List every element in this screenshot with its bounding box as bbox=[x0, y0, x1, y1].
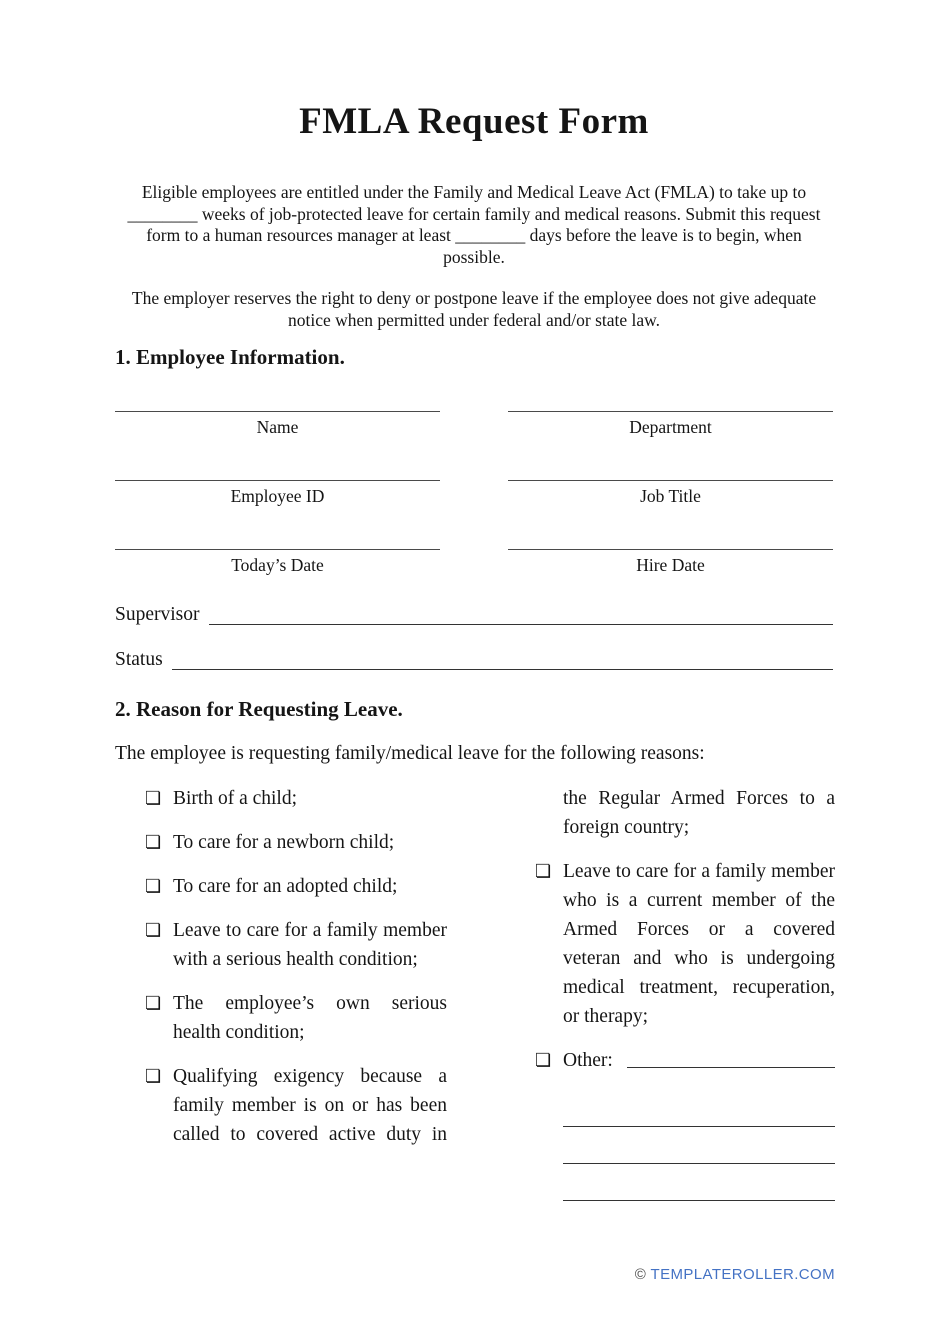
checkbox-icon[interactable]: ❏ bbox=[145, 920, 162, 940]
other-blank-line-3[interactable] bbox=[563, 1164, 835, 1201]
department-label: Department bbox=[629, 417, 712, 437]
checkbox-icon[interactable]: ❏ bbox=[145, 876, 162, 896]
checkbox-label: Birth of a child; bbox=[173, 788, 298, 809]
other-label: Other: bbox=[563, 1050, 613, 1071]
field-job-title bbox=[508, 441, 833, 506]
checkbox-label: Leave to care for a family member who is a current member of the Armed Forces or a covered veteran and who is undergoing medical treatment, recuperation, or therapy; bbox=[563, 861, 835, 1027]
section-2-heading: 2. Reason for Requesting Leave. bbox=[115, 697, 403, 721]
checkbox-label: Qualifying exigency because a family member is on or has been called to covered active duty in bbox=[173, 1066, 447, 1145]
checkbox-icon[interactable]: ❏ bbox=[145, 1066, 162, 1086]
field-employee-id bbox=[115, 441, 440, 506]
hire-date-label: Hire Date bbox=[636, 555, 705, 575]
templateroller-link[interactable]: TEMPLATEROLLER.COM bbox=[650, 1266, 835, 1283]
field-department bbox=[508, 372, 833, 437]
checkbox-item-birth bbox=[145, 784, 447, 813]
checkbox-icon[interactable]: ❏ bbox=[535, 1050, 552, 1070]
checkbox-item-armed-forces-care bbox=[535, 857, 835, 1031]
employee-info-grid bbox=[115, 372, 833, 575]
employee-id-label: Employee ID bbox=[230, 486, 325, 506]
checkbox-label: Leave to care for a family member with a serious health condition; bbox=[173, 920, 447, 970]
field-name bbox=[115, 372, 440, 437]
intro-paragraph-employer-rights: The employer reserves the right to deny or postpone leave if the employee does not give adequate notice when permitted under federal and/or state law. bbox=[131, 288, 817, 330]
job-title-input-line[interactable] bbox=[508, 441, 833, 481]
todays-date-input-line[interactable] bbox=[115, 510, 440, 550]
checkbox-icon[interactable]: ❏ bbox=[145, 832, 162, 852]
supervisor-label: Supervisor bbox=[115, 604, 200, 625]
reasons-columns bbox=[115, 784, 833, 1201]
checkbox-item-newborn bbox=[145, 828, 447, 857]
section-1-heading: 1. Employee Information. bbox=[115, 345, 345, 369]
reasons-column-right bbox=[535, 784, 835, 1201]
supervisor-input-line[interactable] bbox=[209, 603, 834, 625]
qualifying-exigency-continuation: the Regular Armed Forces to a foreign country; bbox=[563, 788, 835, 838]
other-blank-line-2[interactable] bbox=[563, 1127, 835, 1164]
checkbox-label: The employee’s own serious health condition; bbox=[173, 993, 447, 1043]
other-blank-line-1[interactable] bbox=[563, 1090, 835, 1127]
checkbox-icon[interactable]: ❏ bbox=[145, 993, 162, 1013]
department-input-line[interactable] bbox=[508, 372, 833, 412]
field-hire-date bbox=[508, 510, 833, 575]
checkbox-item-adopted bbox=[145, 872, 447, 901]
reasons-column-left bbox=[145, 784, 447, 1201]
name-input-line[interactable] bbox=[115, 372, 440, 412]
status-label: Status bbox=[115, 649, 163, 670]
status-field bbox=[115, 648, 833, 672]
field-todays-date bbox=[115, 510, 440, 575]
todays-date-label: Today’s Date bbox=[231, 555, 324, 575]
employee-id-input-line[interactable] bbox=[115, 441, 440, 481]
intro-paragraph-eligibility: Eligible employees are entitled under the Family and Medical Leave Act (FMLA) to take up to ________ weeks of job-protected leave for certain family and medical reasons. Submit this request form to a human resources manager at least ________ days before the leave is to begin, when possible. bbox=[127, 182, 821, 267]
checkbox-item-other bbox=[535, 1046, 835, 1075]
checkbox-icon[interactable]: ❏ bbox=[535, 861, 552, 881]
name-label: Name bbox=[256, 417, 299, 437]
checkbox-label: To care for a newborn child; bbox=[173, 832, 395, 853]
page-title: FMLA Request Form bbox=[299, 101, 649, 142]
checkbox-item-family-member-health bbox=[145, 916, 447, 974]
hire-date-input-line[interactable] bbox=[508, 510, 833, 550]
checkbox-icon[interactable]: ❏ bbox=[145, 788, 162, 808]
checkbox-label: To care for an adopted child; bbox=[173, 876, 398, 897]
reasons-intro: The employee is requesting family/medical leave for the following reasons: bbox=[115, 743, 705, 764]
job-title-label: Job Title bbox=[640, 486, 701, 506]
other-input-line[interactable] bbox=[627, 1046, 835, 1068]
status-input-line[interactable] bbox=[172, 648, 833, 670]
checkbox-item-qualifying-exigency bbox=[145, 1062, 447, 1149]
checkbox-item-own-health bbox=[145, 989, 447, 1047]
footer bbox=[635, 1266, 835, 1283]
supervisor-field bbox=[115, 603, 833, 627]
copyright-icon: © bbox=[634, 1266, 647, 1283]
